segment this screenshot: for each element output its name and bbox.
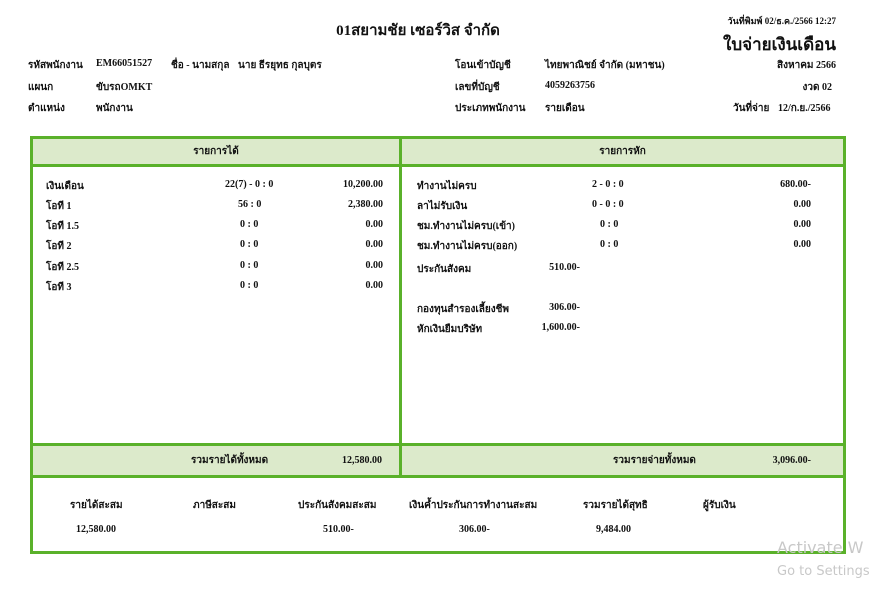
guarantee-value: 306.00- — [459, 524, 490, 535]
receiver-label: ผู้รับเงิน — [703, 500, 736, 511]
account-value: 4059263756 — [545, 80, 595, 91]
employee-type-label: ประเภทพนักงาน — [455, 103, 526, 114]
deduction-label-3: ชม.ทำงานไม่ครบ(ออก) — [417, 241, 518, 252]
activation-watermark-subtitle: Go to Settings — [777, 564, 870, 579]
document-title: ใบจ่ายเงินเดือน — [723, 35, 836, 54]
print-date: วันที่พิมพ์ 02/ธ.ค./2566 12:27 — [727, 16, 836, 26]
transfer-value: ไทยพาณิชย์ จำกัด (มหาชน) — [545, 60, 665, 71]
cumulative-ss-label: ประกันสังคมสะสม — [298, 500, 377, 511]
position-label: ตำแหน่ง — [28, 103, 65, 114]
income-qty-2: 0 : 0 — [240, 219, 259, 230]
deduction-total-label: รวมรายจ่ายทั้งหมด — [613, 455, 696, 466]
employee-id-label: รหัสพนักงาน — [28, 60, 83, 71]
company-name: 01สยามชัย เซอร์วิส จำกัด — [336, 23, 500, 39]
income-label-0: เงินเดือน — [46, 181, 84, 192]
income-qty-0: 22(7) - 0 : 0 — [225, 179, 274, 190]
deduction-amount-0: 680.00- — [780, 179, 811, 190]
deduction-other-amount-1: 306.00- — [549, 302, 580, 313]
department-value: ขับรถOMKT — [96, 82, 153, 93]
cumulative-income-label: รายได้สะสม — [70, 500, 123, 511]
income-amount-4: 0.00 — [365, 260, 383, 271]
deduction-amount-2: 0.00 — [793, 219, 811, 230]
income-label-1: โอที 1 — [46, 201, 72, 212]
pay-date-value: 12/ก.ย./2566 — [778, 103, 831, 114]
income-qty-5: 0 : 0 — [240, 280, 259, 291]
pay-date-label: วันที่จ่าย — [733, 103, 770, 114]
income-total-band — [33, 446, 399, 475]
income-qty-3: 0 : 0 — [240, 239, 259, 250]
income-qty-1: 56 : 0 — [238, 199, 262, 210]
cumulative-tax-label: ภาษีสะสม — [193, 500, 236, 511]
transfer-label: โอนเข้าบัญชี — [455, 60, 511, 71]
cumulative-income-value: 12,580.00 — [76, 524, 116, 535]
deduction-other-amount-2: 1,600.00- — [541, 322, 580, 333]
employee-id-value: EM66051527 — [96, 58, 153, 69]
installment: งวด 02 — [802, 82, 832, 93]
deduction-amount-1: 0.00 — [793, 199, 811, 210]
deduction-other-label-2: หักเงินยืมบริษัท — [417, 324, 483, 335]
income-label-5: โอที 3 — [46, 282, 72, 293]
deduction-other-label-0: ประกันสังคม — [417, 264, 472, 275]
position-value: พนักงาน — [96, 103, 133, 114]
pay-month: สิงหาคม 2566 — [777, 60, 836, 71]
income-amount-1: 2,380.00 — [348, 199, 383, 210]
account-label: เลขที่บัญชี — [455, 82, 500, 93]
income-label-4: โอที 2.5 — [46, 262, 79, 273]
deduction-label-2: ชม.ทำงานไม่ครบ(เข้า) — [417, 221, 515, 232]
income-label-2: โอที 1.5 — [46, 221, 79, 232]
employee-type-value: รายเดือน — [545, 103, 585, 114]
income-label-3: โอที 2 — [46, 241, 72, 252]
income-amount-0: 10,200.00 — [343, 179, 383, 190]
income-header: รายการได้ — [33, 139, 399, 164]
income-total-value: 12,580.00 — [342, 455, 382, 466]
deduction-other-amount-0: 510.00- — [549, 262, 580, 273]
employee-name-label: ชื่อ - นามสกุล — [171, 60, 230, 71]
deduction-total-value: 3,096.00- — [772, 455, 811, 466]
guarantee-label: เงินค้ำประกันการทำงานสะสม — [409, 500, 538, 511]
deduction-qty-0: 2 - 0 : 0 — [592, 179, 624, 190]
income-amount-3: 0.00 — [365, 239, 383, 250]
deduction-qty-3: 0 : 0 — [600, 239, 619, 250]
deduction-total-band — [402, 446, 843, 475]
deduction-qty-1: 0 - 0 : 0 — [592, 199, 624, 210]
net-income-value: 9,484.00 — [596, 524, 631, 535]
income-amount-5: 0.00 — [365, 280, 383, 291]
income-qty-4: 0 : 0 — [240, 260, 259, 271]
deduction-header: รายการหัก — [402, 139, 843, 164]
employee-name-value: นาย ธีรยุทธ กุลบุตร — [238, 60, 322, 71]
deduction-label-0: ทำงานไม่ครบ — [417, 181, 477, 192]
deduction-other-label-1: กองทุนสำรองเลี้ยงชีพ — [417, 304, 510, 315]
activation-watermark-title: Activate W — [777, 538, 864, 557]
deduction-qty-2: 0 : 0 — [600, 219, 619, 230]
cumulative-ss-value: 510.00- — [323, 524, 354, 535]
net-income-label: รวมรายได้สุทธิ — [583, 500, 648, 511]
income-total-label: รวมรายได้ทั้งหมด — [191, 455, 269, 466]
deduction-amount-3: 0.00 — [793, 239, 811, 250]
deduction-label-1: ลาไม่รับเงิน — [417, 201, 468, 212]
income-amount-2: 0.00 — [365, 219, 383, 230]
department-label: แผนก — [28, 82, 54, 93]
